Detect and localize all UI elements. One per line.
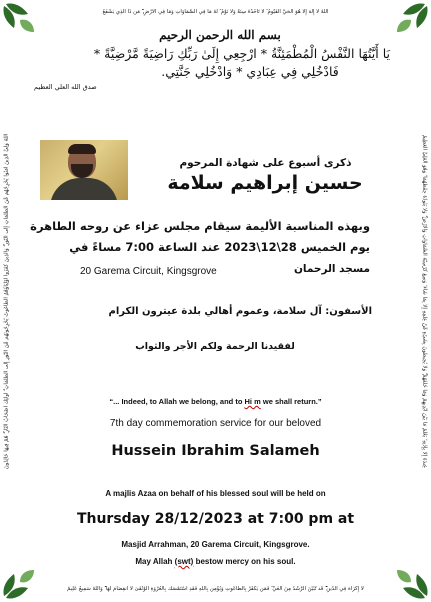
- english-deceased-name: Hussein Ibrahim Salameh: [111, 443, 320, 459]
- border-verse-right: عِندَهُ إِلَّا بِإِذْنِهِ ۚ يَعْلَمُ مَا بَيْنَ أَيْدِيهِمْ وَمَا خَلْفَهُمْ ۖ وَلَا يُحِيطُونَ بِشَيْءٍ مِّنْ عِلْمِهِ إِلَّا بِمَا شَاءَ ۚ وَسِعَ كُرْسِيُّهُ السَّمَاوَاتِ وَالْأَرْضَ ۖ وَلَا يَئُودُهُ حِفْظُهُمَا ۚ وَهُوَ الْعَلِيُّ الْعَظِيمُ: [421, 134, 428, 469]
- photo-shoulders: [50, 178, 118, 200]
- arabic-condolence: لفقيدنا الرحمة ولكم الأجر والثواب: [135, 341, 295, 352]
- corner-leaf-small-tr: [397, 20, 411, 32]
- arabic-bereaved-families: الأسفون: آل سلامة، وعموم أهالي بلدة عيترون الكرام: [108, 306, 372, 317]
- arabic-mosque-name: مسجد الرحمان: [293, 263, 370, 275]
- english-mosque-address: Masjid Arrahman, 20 Garema Circuit, Kingsgrove.: [121, 540, 310, 549]
- quote-text-start: “... Indeed, to Allah we belong, and to: [109, 397, 245, 406]
- arabic-occasion-line: وبهذه المناسبة الأليمة سيقام مجلس عزاء عن روحه الطاهرة: [30, 219, 370, 233]
- photo-hair: [68, 144, 96, 154]
- mercy-swt: (swt): [174, 557, 194, 566]
- quote-text-end: we shall return.”: [260, 397, 322, 406]
- english-commemoration-line: 7th day commemoration service for our beloved: [109, 418, 322, 429]
- corner-leaf-small-br: [397, 570, 411, 582]
- corner-leaf-small-tl: [20, 20, 34, 32]
- border-verse-left: اللَّهُ وَلِيُّ الَّذِينَ آمَنُوا يُخْرِجُهُم مِّنَ الظُّلُمَاتِ إِلَى النُّورِ ۖ وَالَّذِينَ كَفَرُوا أَوْلِيَاؤُهُمُ الطَّاغُوتُ يُخْرِجُونَهُم مِّنَ النُّورِ إِلَى الظُّلُمَاتِ ۗ أُولَٰئِكَ أَصْحَابُ النَّارِ ۖ هُمْ فِيهَا خَالِدُونَ: [3, 133, 10, 470]
- mercy-text-start: May Allah: [135, 557, 175, 566]
- border-verse-bottom: لَا إِكْرَاهَ فِي الدِّينِ ۖ قَد تَّبَيَّنَ الرُّشْدُ مِنَ الْغَيِّ ۚ فَمَن يَكْفُرْ بِالطَّاغُوتِ وَيُؤْمِن بِاللَّهِ فَقَدِ اسْتَمْسَكَ بِالْعُرْوَةِ الْوُثْقَىٰ لَا انفِصَامَ لَهَا ۗ وَاللَّهُ سَمِيعٌ عَلِيمٌ: [67, 586, 364, 592]
- border-verse-top: اللَّهُ لَا إِلَٰهَ إِلَّا هُوَ الْحَيُّ الْقَيُّومُ ۚ لَا تَأْخُذُهُ سِنَةٌ وَلَا نَوْمٌ ۚ لَّهُ مَا فِي السَّمَاوَاتِ وَمَا فِي الْأَرْضِ ۗ مَن ذَا الَّذِي يَشْفَعُ: [102, 9, 329, 15]
- english-mercy-line: [60, 557, 371, 566]
- quran-verse-line-1: يَا أَيَّتُهَا النَّفْسُ الْمُطْمَئِنَّةُ * ارْجِعِي إِلَىٰ رَبِّكِ رَاضِيَةً مَّرْضِيَّةً *: [93, 46, 390, 61]
- deceased-photo: [40, 140, 128, 200]
- english-quran-quote: [60, 397, 371, 406]
- arabic-deceased-name: حسين إبراهيم سلامة: [167, 172, 363, 194]
- arabic-date-time: يوم الخميس 28\12\2023 عند الساعة 7:00 مساءً في: [69, 240, 370, 254]
- english-date-time: Thursday 28/12/2023 at 7:00 pm at: [76, 511, 355, 527]
- english-address: 20 Garema Circuit, Kingsgrove: [80, 266, 217, 277]
- basmala: بسم الله الرحمن الرحيم: [159, 28, 281, 42]
- mercy-text-end: bestow mercy on his soul.: [193, 557, 296, 566]
- corner-leaf-small-bl: [20, 570, 34, 582]
- quote-text-spellcheck: Hi m: [244, 397, 261, 406]
- arabic-commemoration-heading: ذكرى أسبوع على شهادة المرحوم: [179, 157, 352, 169]
- sadaqa-allah: صدق الله العلي العظيم: [34, 83, 97, 91]
- quran-verse-line-2: فَادْخُلِي فِي عِبَادِي * وَادْخُلِي جَنَّتِي.: [161, 64, 339, 79]
- english-majlis-line: A majlis Azaa on behalf of his blessed soul will be held on: [105, 489, 326, 498]
